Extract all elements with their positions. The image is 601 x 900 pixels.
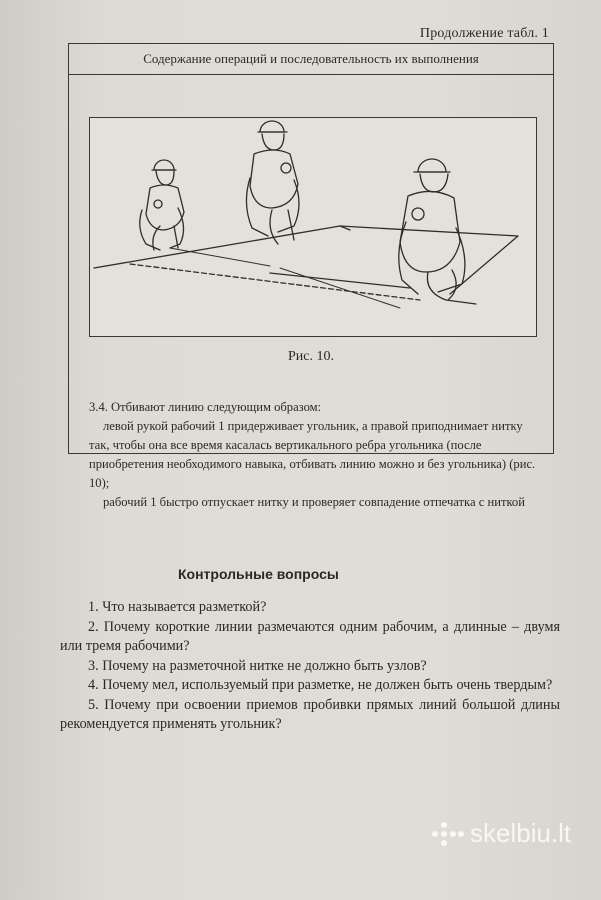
watermark-dots-icon — [432, 822, 464, 846]
watermark — [432, 818, 571, 849]
step-line: рабочий 1 быстро отпускает нитку и проверяет совпадение отпечатка с ниткой — [103, 495, 525, 509]
watermark-text: skelbiu.lt — [470, 818, 572, 848]
figure-caption: Рис. 10. — [288, 349, 334, 364]
step-3-4-text — [89, 398, 544, 512]
question-item: 3. Почему на разметочной нитке не должно быть узлов? — [88, 657, 427, 674]
figure-illustration — [89, 117, 537, 337]
step-line: левой рукой рабочий 1 придерживает угольник, а правой приподнимает нитку так, чтобы она все время касалась вертикального ребра угольника (после приобретения необходимого навыка, отбивать линию можно и без угольника) (рис. 10); — [89, 419, 536, 490]
step-line: 3.4. Отбивают линию следующим образом: — [89, 400, 322, 414]
table-continuation-label: Продолжение табл. 1 — [419, 26, 549, 41]
question-item: 2. Почему короткие линии размечаются одним рабочим, а длинные – двумя или тремя рабочими? — [60, 618, 560, 654]
operations-table — [68, 43, 554, 509]
workers-marking-line-drawing — [90, 118, 536, 336]
questions-title: Контрольные вопросы — [178, 566, 339, 582]
table-column-header: Содержание операций и последовательность их выполнения — [69, 44, 553, 75]
question-item: 5. Почему при освоении приемов пробивки прямых линий большой длины рекомендуется применять угольник? — [60, 696, 560, 732]
question-item: 1. Что называется разметкой? — [88, 599, 267, 615]
questions-list — [60, 598, 560, 735]
question-item: 4. Почему мел, используемый при разметке, не должен быть очень твердым? — [88, 677, 553, 693]
